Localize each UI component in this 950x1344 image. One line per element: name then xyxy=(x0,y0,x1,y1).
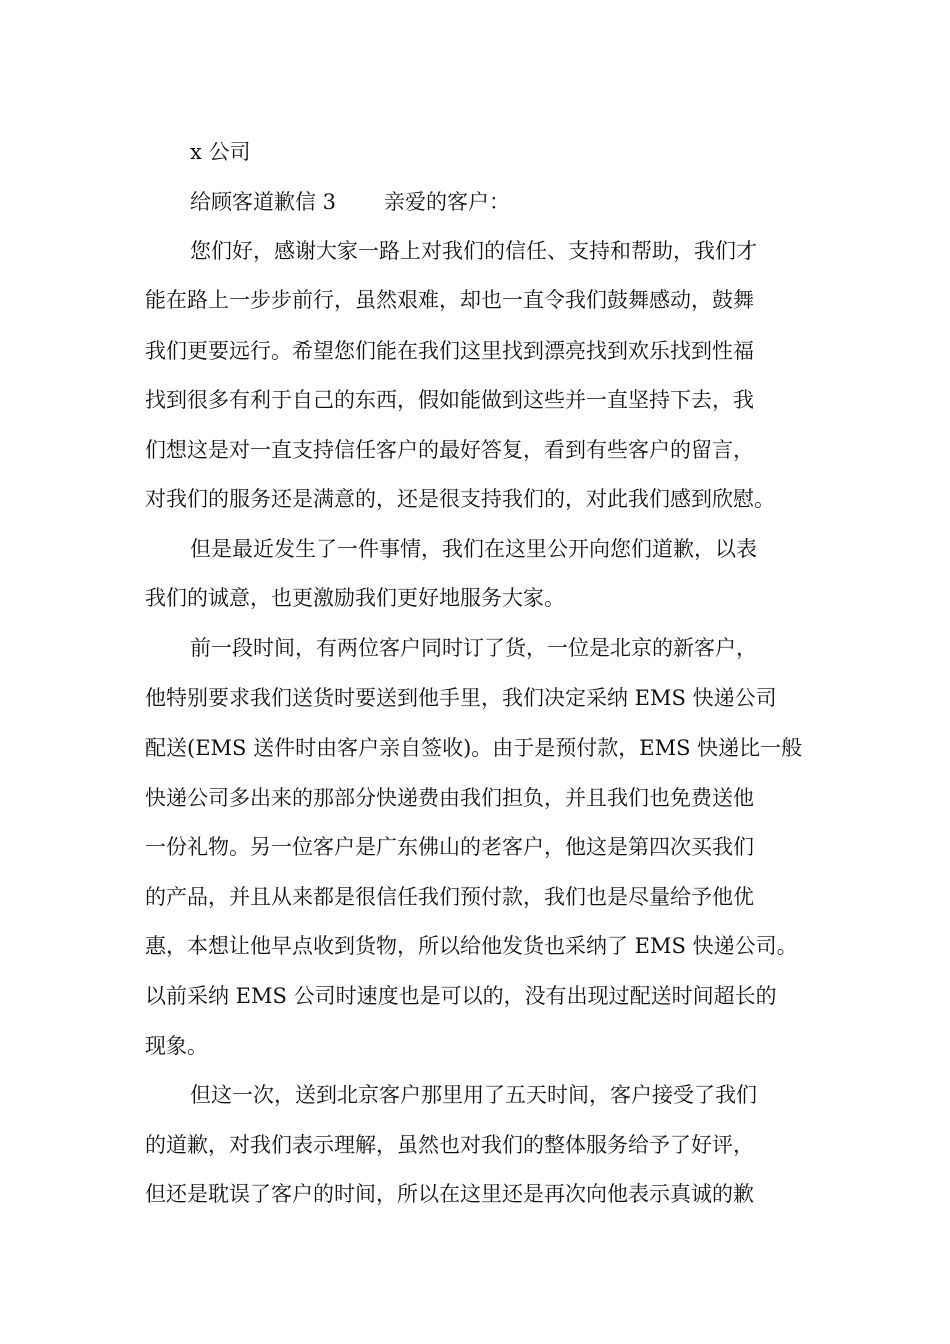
paragraph-line: 快递公司多出来的那部分快递费由我们担负，并且我们也免费送他 xyxy=(145,786,754,810)
paragraph-line: 您们好，感谢大家一路上对我们的信任、支持和帮助，我们才 xyxy=(190,239,757,263)
paragraph-line: 配送(EMS 送件时由客户亲自签收)。由于是预付款，EMS 快递比一般 xyxy=(145,736,803,760)
paragraph-line: 以前采纳 EMS 公司时速度也是可以的，没有出现过配送时间超长的 xyxy=(145,984,777,1008)
paragraph-line: 惠，本想让他早点收到货物，所以给他发货也采纳了 EMS 快递公司。 xyxy=(145,934,798,958)
paragraph-line: 找到很多有利于自己的东西，假如能做到这些并一直坚持下去，我 xyxy=(145,388,754,412)
paragraph-line: 前一段时间，有两位客户同时订了货，一位是北京的新客户， xyxy=(190,636,757,660)
paragraph-line: 他特别要求我们送货时要送到他手里，我们决定采纳 EMS 快递公司 xyxy=(145,686,777,710)
paragraph-line: 但是最近发生了一件事情，我们在这里公开向您们道歉，以表 xyxy=(190,537,757,561)
paragraph-line: 我们的诚意，也更激励我们更好地服务大家。 xyxy=(145,586,565,610)
paragraph-line: 对我们的服务还是满意的，还是很支持我们的，对此我们感到欣慰。 xyxy=(145,487,775,511)
paragraph-line: 一份礼物。另一位客户是广东佛山的老客户，他这是第四次买我们 xyxy=(145,835,754,859)
paragraph-line: 我们更要远行。希望您们能在我们这里找到漂亮找到欢乐找到性福 xyxy=(145,339,754,363)
paragraph-line: 但这一次，送到北京客户那里用了五天时间，客户接受了我们 xyxy=(190,1083,757,1107)
letter-salutation: 亲爱的客户： xyxy=(384,190,510,214)
paragraph-line: 现象。 xyxy=(145,1034,208,1058)
letter-title: 给顾客道歉信 3 xyxy=(190,190,337,214)
company-header: x 公司 xyxy=(190,140,251,164)
paragraph-line: 能在路上一步步前行，虽然艰难，却也一直令我们鼓舞感动，鼓舞 xyxy=(145,288,754,312)
paragraph-line: 们想这是对一直支持信任客户的最好答复，看到有些客户的留言， xyxy=(145,438,754,462)
paragraph-line: 的道歉，对我们表示理解，虽然也对我们的整体服务给予了好评， xyxy=(145,1133,754,1157)
paragraph-line: 但还是耽误了客户的时间，所以在这里还是再次向他表示真诚的歉 xyxy=(145,1182,754,1206)
paragraph-line: 的产品，并且从来都是很信任我们预付款，我们也是尽量给予他优 xyxy=(145,885,754,909)
